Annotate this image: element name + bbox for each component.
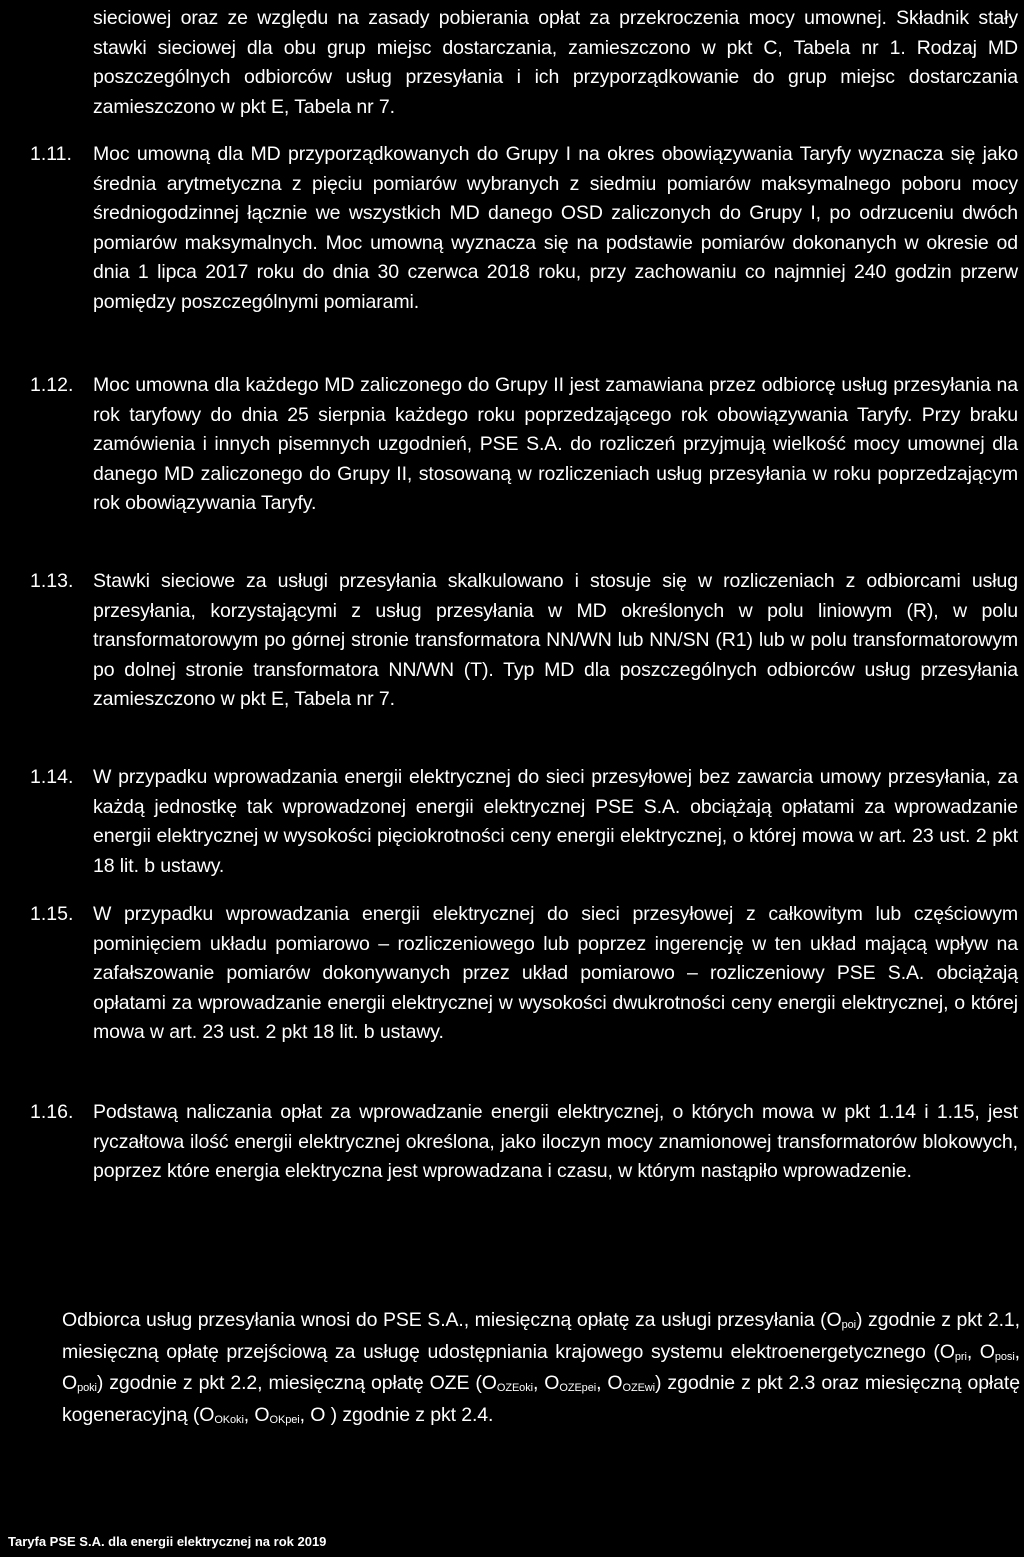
item-number: 1.15. bbox=[30, 903, 74, 925]
item-text: Podstawą naliczania opłat za wprowadzanie energii elektrycznej, o których mowa w pkt 1.14 i 1.15, jest ryczałtowa ilość energii elektrycznej określona, jako iloczyn mocy znamionowej transformatorów blokowych, poprzez które energia elektryczna jest wprowadzana i czasu, w którym nastąpiło wprowadzenie. bbox=[93, 1101, 1018, 1182]
subscript: OZEpei bbox=[559, 1382, 597, 1394]
item-number: 1.13. bbox=[30, 570, 74, 592]
subscript: poi bbox=[841, 1319, 856, 1331]
summary-text: ) zgodnie z pkt 2.1, miesięczną opłatę przejściową za usługę udostępniania krajowego systemu elektroenergetycznego (O bbox=[62, 1309, 1020, 1363]
subscript: OZEoki bbox=[496, 1382, 533, 1394]
subscript: OKoki bbox=[214, 1413, 244, 1426]
item-text: Moc umowna dla każdego MD zaliczonego do Grupy II jest zamawiana przez odbiorcę usług przesyłania na rok taryfowy do dnia 25 sierpnia każdego roku poprzedzającego rok obowiązywania Taryfy. Przy braku zamówienia i innych pisemnych uzgodnień, PSE S.A. do rozliczeń przyjmują wielkość mocy umownej dla danego MD zaliczonego do Grupy II, stosowaną w rozliczeniach usług przesyłania w roku poprzedzającym rok obowiązywania Taryfy. bbox=[93, 374, 1018, 514]
page-footer: Taryfa PSE S.A. dla energii elektrycznej na rok 2019 bbox=[8, 1534, 327, 1549]
item-number: 1.12. bbox=[30, 374, 74, 396]
subscript: OKpei bbox=[269, 1413, 300, 1426]
summary-text: , O bbox=[532, 1372, 560, 1394]
summary-text: ) zgodnie z pkt 2.3 oraz miesięczną opłatę kogeneracyjną (O bbox=[62, 1372, 1020, 1426]
subscript: pri bbox=[954, 1350, 967, 1363]
summary-text: , O bbox=[243, 1403, 270, 1426]
item-text: W przypadku wprowadzania energii elektrycznej do sieci przesyłowej bez zawarcia umowy przesyłania, za każdą jednostkę tak wprowadzonej energii elektrycznej PSE S.A. obciążają opłatami za wprowadzanie energii elektrycznej w wysokości pięciokrotności ceny energii elektrycznej, o której mowa w art. 23 ust. 2 pkt 18 lit. b ustawy. bbox=[93, 766, 1018, 877]
item-text: Stawki sieciowe za usługi przesyłania skalkulowano i stosuje się w rozliczeniach z odbiorcami usług przesyłania, korzystającymi z usług przesyłania w MD określonych w polu liniowym (R), w polu transformatorowym po górnej stronie transformatora NN/WN lub NN/SN (R1) lub w polu transformatorowym po dolnej stronie transformatora NN/WN (T). Typ MD dla poszczególnych odbiorców usług przesyłania zamieszczono w pkt E, Tabela nr 7. bbox=[93, 570, 1018, 710]
subscript: OZEwi bbox=[622, 1382, 656, 1394]
item-number: 1.16. bbox=[30, 1101, 74, 1123]
item-number: 1.14. bbox=[30, 766, 74, 788]
item-number: 1.11. bbox=[30, 143, 72, 165]
summary-text: , O bbox=[596, 1372, 623, 1394]
item-text: W przypadku wprowadzania energii elektrycznej do sieci przesyłowej z całkowitym lub częściowym pominięciem układu pomiarowo – rozliczeniowego lub poprzez ingerencję w ten układ mającą wpływ na zafałszowanie pomiarów dokonywanych przez układ pomiarowo – rozliczeniowy PSE S.A. obciążają opłatami za wprowadzanie energii elektrycznej w wysokości dwukrotności ceny energii elektrycznej, o której mowa w art. 23 ust. 2 pkt 18 lit. b ustawy. bbox=[93, 903, 1018, 1043]
summary-paragraph bbox=[62, 1305, 1020, 1431]
subscript: poki bbox=[77, 1382, 97, 1394]
summary-text: , O ) zgodnie z pkt 2.4. bbox=[299, 1403, 494, 1426]
item-text: Moc umowną dla MD przyporządkowanych do Grupy I na okres obowiązywania Taryfy wyznacza się jako średnia arytmetyczna z pięciu pomiarów wybranych z siedmiu pomiarów maksymalnego poboru mocy średniogodzinnej łącznie we wszystkich MD danego OSD zaliczonych do Grupy I, po odrzuceniu dwóch pomiarów maksymalnych. Moc umowną wyznacza się na podstawie pomiarów dokonanych w okresie od dnia 1 lipca 2017 roku do dnia 30 czerwca 2018 roku, przy zachowaniu co najmniej 240 godzin przerw pomiędzy poszczególnymi pomiarami. bbox=[93, 143, 1018, 313]
summary-text: Odbiorca usług przesyłania wnosi do PSE S.A., miesięczną opłatę za usługi przesyłania (O bbox=[62, 1309, 842, 1331]
summary-text: ) zgodnie z pkt 2.2, miesięczną opłatę OZE (O bbox=[96, 1372, 497, 1394]
subscript: posi bbox=[994, 1350, 1015, 1363]
summary-text: , O bbox=[966, 1340, 995, 1363]
intro-paragraph: sieciowej oraz ze względu na zasady pobierania opłat za przekroczenia mocy umownej. Składnik stały stawki sieciowej dla obu grup miejsc dostarczania, zamieszczono w pkt C, Tabela nr 1. Rodzaj MD poszczególnych odbiorców usług przesyłania i ich przyporządkowanie do grup miejsc dostarczania zamieszczono w pkt E, Tabela nr 7. bbox=[93, 7, 1018, 118]
summary-text: , O bbox=[62, 1340, 1020, 1394]
